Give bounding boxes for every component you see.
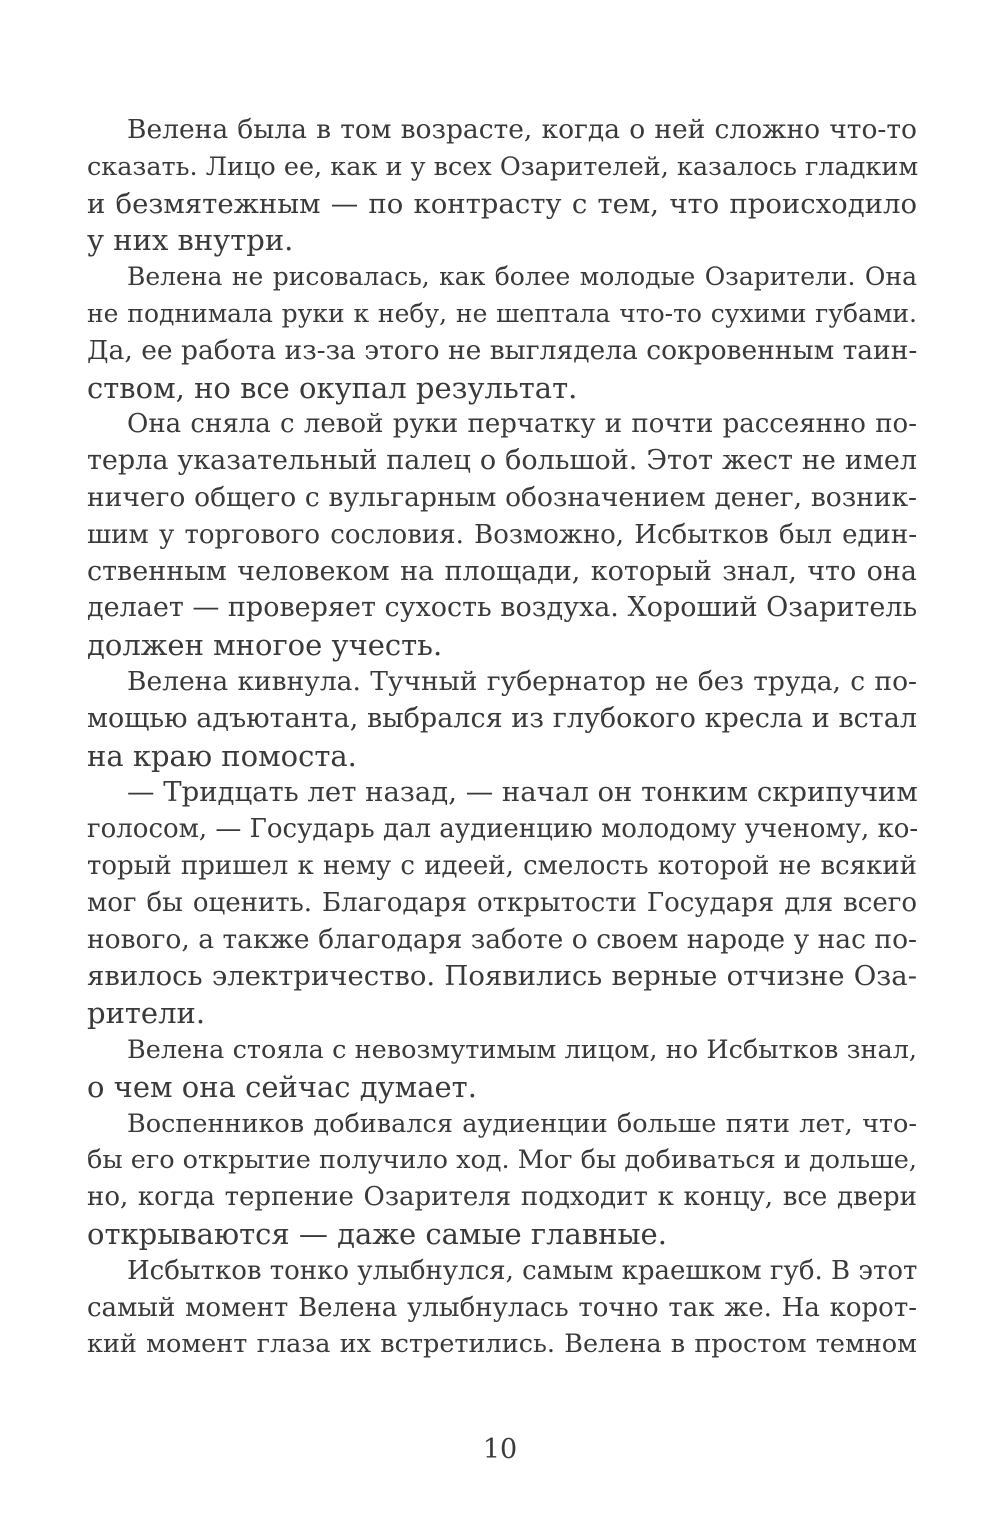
text-line: Она сняла с левой руки перчатку и почти рассеянно по-	[127, 409, 917, 440]
text-line: должен многое учесть.	[87, 628, 443, 663]
text-line: — Тридцать лет назад, — начал он тонким скрипучим	[127, 776, 918, 809]
text-line: Велена не рисовалась, как более молодые Озарители. Она	[127, 262, 917, 292]
text-line: мощью адъютанта, выбрался из глубокого кресла и встал	[87, 702, 917, 734]
text-line: делает — проверяет сухость воздуха. Хороший Озаритель	[87, 592, 918, 624]
text-line: ством, но все окупал результат.	[87, 370, 578, 405]
page-number: 10	[482, 1434, 518, 1465]
text-line: открываются — даже самые главные.	[87, 1216, 667, 1251]
text-line: на краю помоста.	[87, 738, 357, 773]
text-line: нового, а также благодаря заботе о своем народе у нас по-	[87, 923, 917, 955]
text-line: ственным человеком на площади, который знал, что она	[87, 555, 917, 587]
text-line: рители.	[87, 996, 206, 1031]
text-line: у них внутри.	[87, 223, 294, 258]
text-line: самый момент Велена улыбнулась точно так же. На корот-	[87, 1292, 917, 1323]
body-text	[87, 112, 917, 1363]
text-line: шим у торгового сословия. Возможно, Исбытков был един-	[87, 519, 917, 550]
text-line: мог бы оценить. Благодаря открытости Государя для всего	[87, 887, 917, 918]
text-line: Велена стояла с невозмутимым лицом, но Исбытков знал,	[127, 1034, 917, 1065]
text-line: и безмятежным — по контрасту с тем, что происходило	[87, 187, 917, 220]
text-line: Велена кивнула. Тучный губернатор не без труда, с по-	[127, 665, 917, 697]
text-line: голосом, — Государь дал аудиенцию молодому ученому, ко-	[87, 814, 919, 845]
text-line: Да, ее работа из-за этого не выглядела сокровенным таин-	[87, 334, 918, 366]
text-line: торый пришел к нему с идеей, смелость которой не всякий	[87, 850, 917, 881]
text-line: терла указательный палец о большой. Этот жест не имел	[87, 445, 917, 477]
text-line: Велена была в том возрасте, когда о ней сложно что-то	[127, 114, 917, 145]
text-line: кий момент глаза их встретились. Велена в простом темном	[87, 1329, 917, 1360]
text-line: ничего общего с вульгарным обозначением денег, возник-	[87, 481, 917, 513]
text-line: но, когда терпение Озарителя подходит к концу, все двери	[87, 1182, 917, 1213]
text-line: явилось электричество. Появились верные отчизне Оза-	[87, 960, 917, 993]
text-line: бы его открытие получило ход. Мог бы добиваться и дольше,	[87, 1145, 917, 1176]
text-line: Воспенников добивался аудиенции больше пяти лет, что-	[127, 1108, 917, 1139]
text-line: Исбытков тонко улыбнулся, самым краешком губ. В этот	[127, 1255, 918, 1286]
text-line: не поднимала руки к небу, не шептала что-то сухими губами.	[87, 298, 917, 328]
text-line: о чем она сейчас думает.	[87, 1069, 477, 1104]
text-line: сказать. Лицо ее, как и у всех Озарителей, казалось гладким	[87, 151, 919, 182]
